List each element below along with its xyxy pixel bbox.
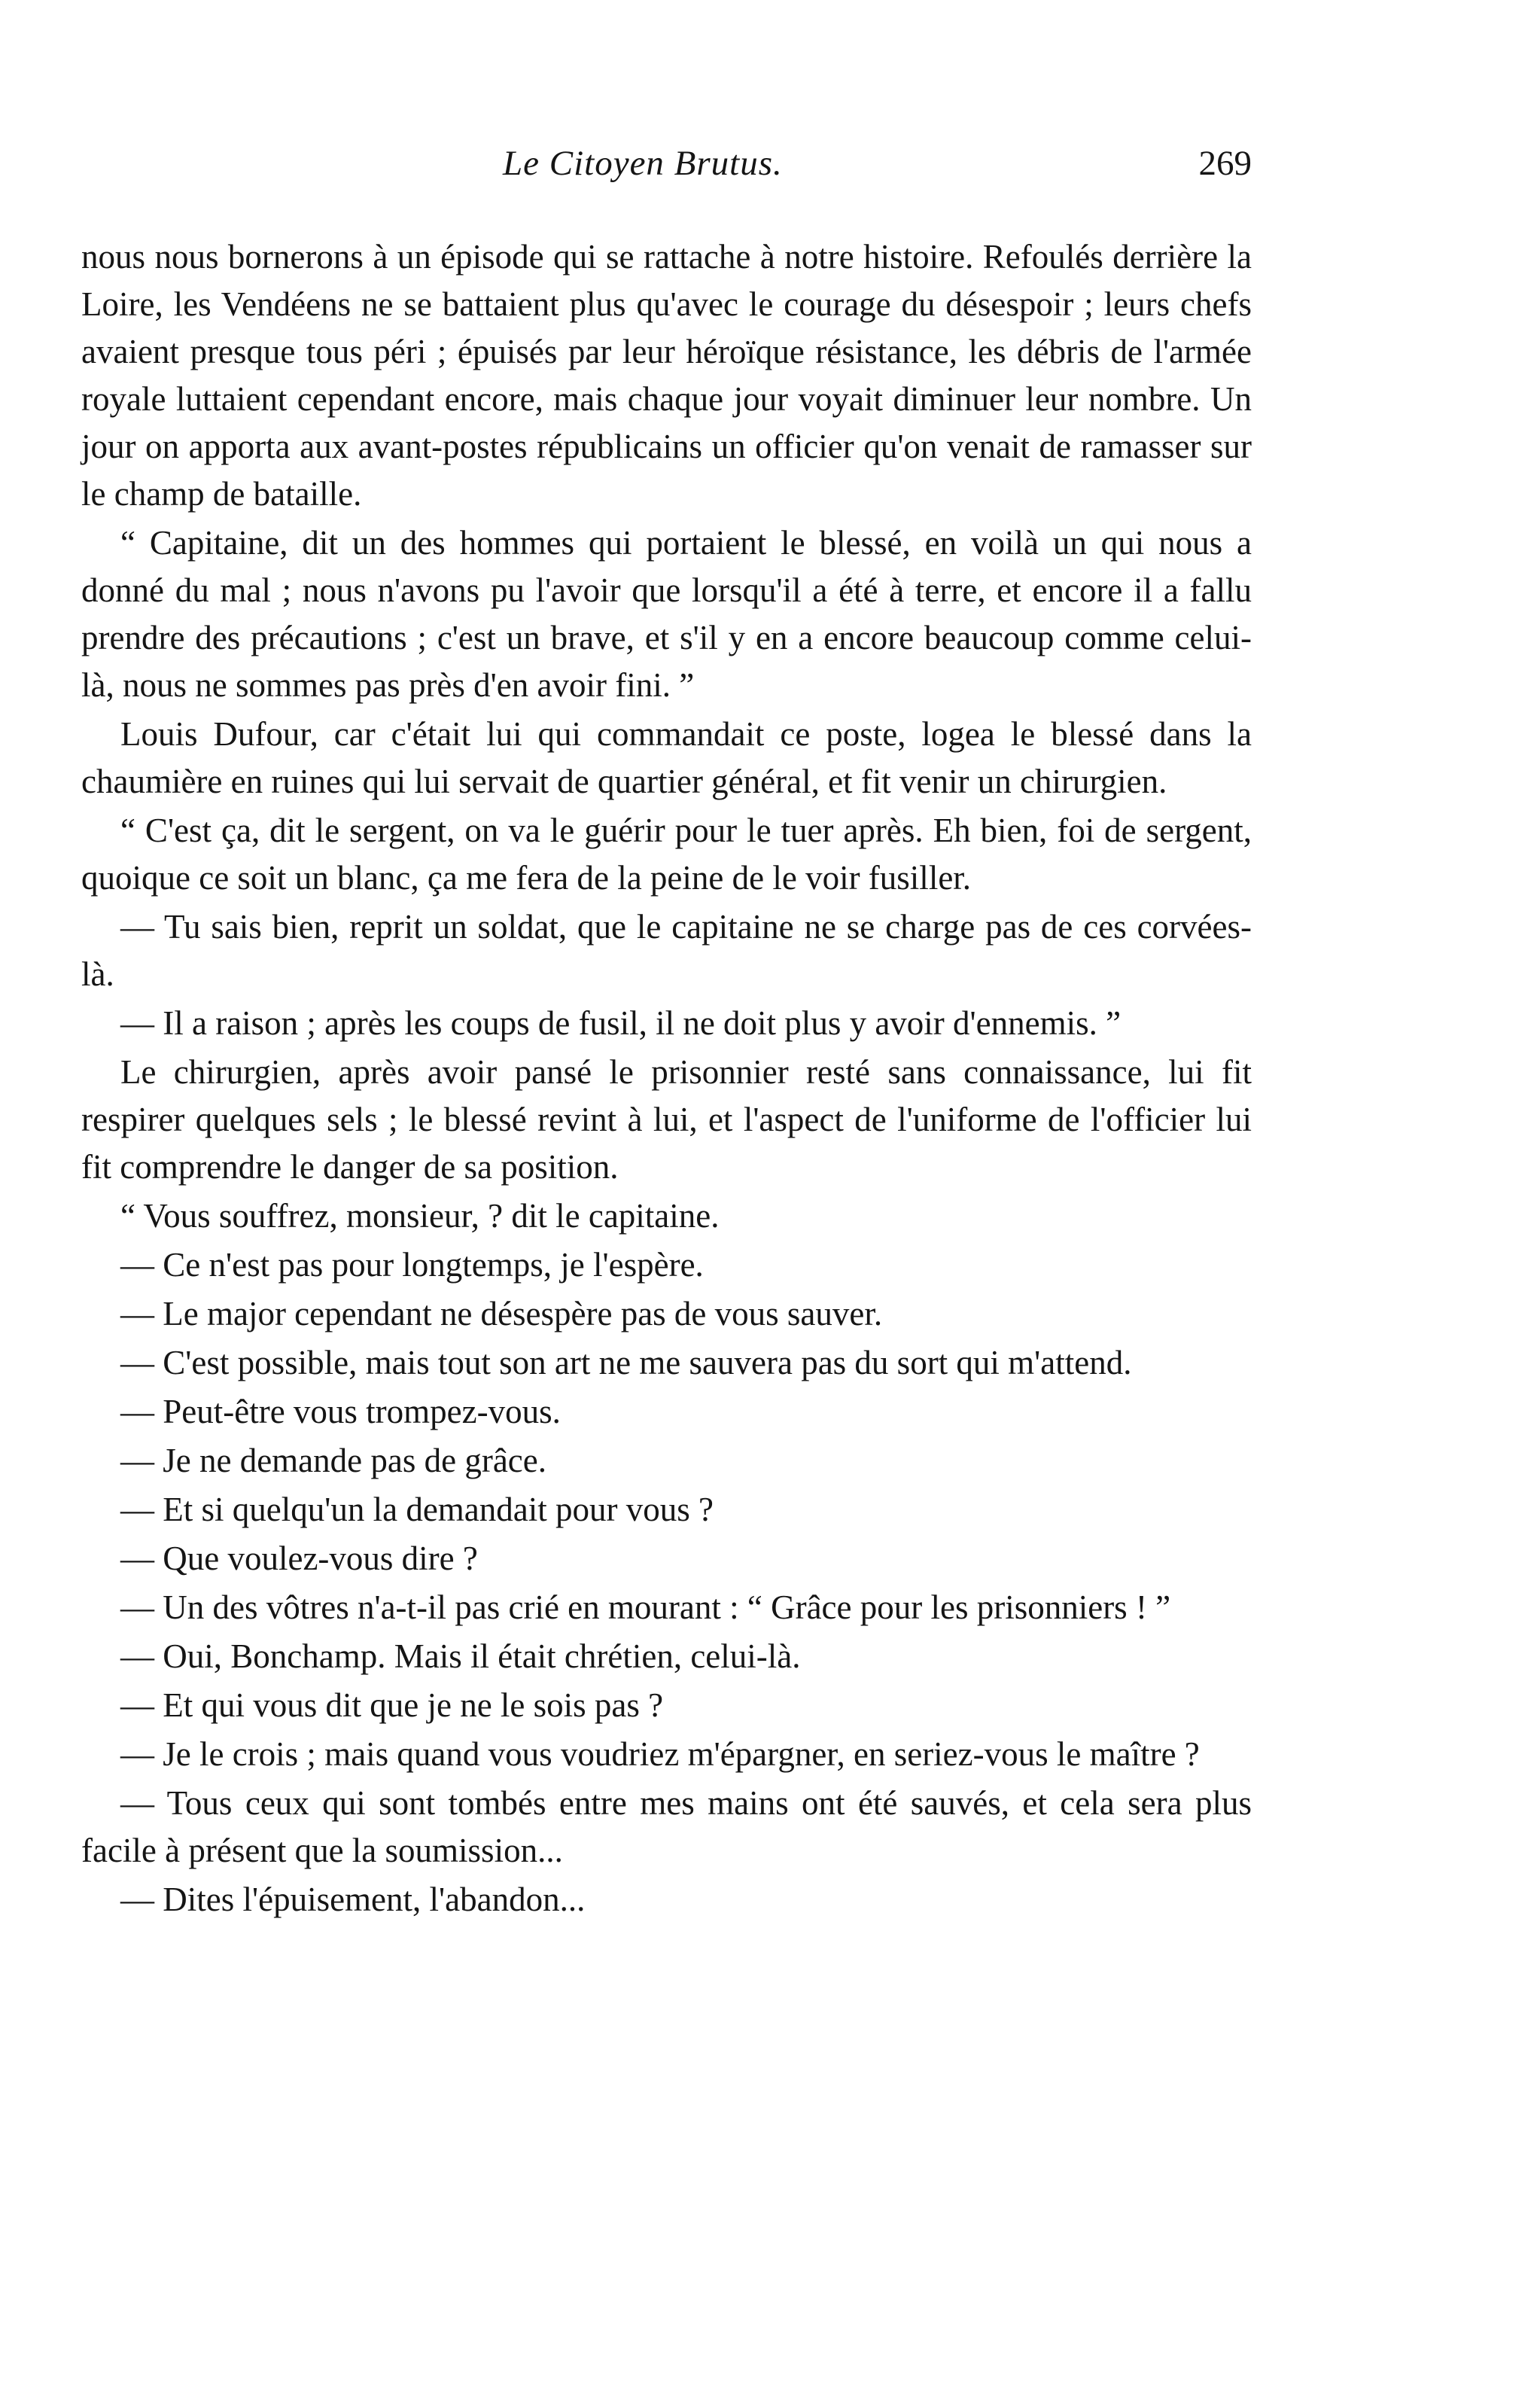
book-page (81, 0, 1252, 2400)
dialogue-line: “ Vous souffrez, monsieur, ? dit le capitaine. (120, 1197, 720, 1235)
dialogue-line: — Le major cependant ne désespère pas de vous sauver. (120, 1295, 883, 1332)
dialogue-line: — Il a raison ; après les coups de fusil, il ne doit plus y avoir d'ennemis. ” (120, 1004, 1122, 1042)
dialogue-line: — Et si quelqu'un la demandait pour vous ? (120, 1491, 714, 1528)
dialogue-line: — Peut-être vous trompez-vous. (120, 1393, 561, 1430)
dialogue-line: — Un des vôtres n'a-t-il pas crié en mourant : “ Grâce pour les prisonniers ! ” (120, 1588, 1171, 1626)
page-number: 269 (1198, 144, 1252, 183)
dialogue-line: — Et qui vous dit que je ne le sois pas ? (120, 1686, 664, 1724)
running-title: Le Citoyen Brutus. (503, 144, 783, 183)
body-text (81, 233, 1252, 1925)
dialogue-line: — Tu sais bien, reprit un soldat, que le capitaine ne se charge pas de ces corvées-là. (81, 908, 1252, 993)
dialogue-line: — Tous ceux qui sont tombés entre mes mains ont été sauvés, et cela sera plus facile à présent que la soumission... (81, 1784, 1252, 1869)
paragraph: nous nous bornerons à un épisode qui se rattache à notre histoire. Refoulés derrière la Loire, les Vendéens ne se battaient plus qu'avec le courage du désespoir ; leurs chefs avaient presque tous péri ; épuisés par leur héroïque résistance, les débris de l'armée royale luttaient cependant encore, mais chaque jour voyait diminuer leur nombre. Un jour on apporta aux avant-postes républicains un officier qu'on venait de ramasser sur le champ de bataille. (81, 238, 1252, 513)
paragraph: Le chirurgien, après avoir pansé le prisonnier resté sans connaissance, lui fit respirer quelques sels ; le blessé revint à lui, et l'aspect de l'uniforme de l'officier lui fit comprendre le danger de sa position. (81, 1053, 1252, 1186)
dialogue-line: — Ce n'est pas pour longtemps, je l'espère. (120, 1246, 704, 1284)
paragraph: “ Capitaine, dit un des hommes qui portaient le blessé, en voilà un qui nous a donné du mal ; nous n'avons pu l'avoir que lorsqu'il a été à terre, et encore il a fallu prendre des précautions ; c'est un brave, et s'il y en a encore beaucoup comme celui-là, nous ne sommes pas près d'en avoir fini. ” (81, 524, 1252, 704)
paragraph: Louis Dufour, car c'était lui qui commandait ce poste, logea le blessé dans la chaumière en ruines qui lui servait de quartier général, et fit venir un chirurgien. (81, 715, 1252, 800)
dialogue-line: — Je le crois ; mais quand vous voudriez m'épargner, en seriez-vous le maître ? (120, 1735, 1200, 1773)
paragraph: “ C'est ça, dit le sergent, on va le guérir pour le tuer après. Eh bien, foi de sergent, quoique ce soit un blanc, ça me fera de la peine de le voir fusiller. (81, 812, 1252, 897)
dialogue-line: — Je ne demande pas de grâce. (120, 1442, 546, 1479)
dialogue-line: — C'est possible, mais tout son art ne me sauvera pas du sort qui m'attend. (120, 1344, 1132, 1381)
dialogue-line: — Que voulez-vous dire ? (120, 1540, 478, 1577)
dialogue-line: — Dites l'épuisement, l'abandon... (120, 1881, 586, 1918)
page-header (81, 143, 1252, 203)
dialogue-line: — Oui, Bonchamp. Mais il était chrétien, celui-là. (120, 1637, 801, 1675)
